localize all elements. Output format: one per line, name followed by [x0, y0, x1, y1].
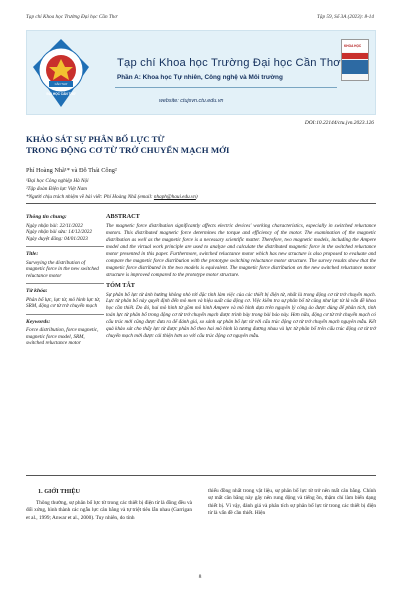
revised-date: Ngày nhận bài sửa: 14/12/2022	[26, 229, 92, 235]
logo-ring-text: ĐẠI HỌC CẦN THƠ	[46, 92, 76, 96]
keywords-en-block	[26, 319, 104, 347]
received-date: Ngày nhận bài: 22/11/2022	[26, 222, 83, 229]
keywords-en-heading: Keywords:	[26, 318, 51, 325]
running-head-right: Tập 59, Số 3A (2023): 8-14	[317, 14, 374, 20]
article-info-heading: Thông tin chung:	[26, 214, 67, 220]
article-info-column	[26, 214, 104, 347]
journal-logo-icon	[29, 37, 93, 109]
abstract-column	[106, 214, 376, 340]
corresponding-prefix: *Người chịu trách nhiệm về bài viết: Phí Hoàng Nhã (email:	[26, 194, 154, 200]
page-number: 8	[198, 574, 202, 580]
info-divider	[26, 246, 104, 247]
corresponding-email[interactable]: nhaph@haui.edu.vn	[153, 194, 196, 200]
banner-divider	[115, 87, 337, 88]
corresponding-author	[26, 194, 198, 200]
keywords-vn-block	[26, 288, 104, 310]
corresponding-suffix: )	[195, 194, 198, 200]
english-title-block	[26, 251, 104, 279]
accepted-date: Ngày duyệt đăng: 04/01/2023	[26, 235, 88, 242]
header-divider	[26, 203, 376, 204]
introduction-text-right: thiếu đồng nhất trong vật liệu, sự phân bố lực từ trở nên mất cân bằng. Chính sự mất cân bằng này gây nên rung động và tiếng ồn, thậm chí làm biến dạng thiết bị. Vì vậy, đánh giá và phân tích sự phân bố lực từ trong các thiết bị điện từ là vấn đề cần thiết. Hiện	[208, 488, 376, 517]
journal-banner	[26, 30, 376, 115]
introduction-text-left: Thông thường, sự phân bố lực từ trong các thiết bị điện từ là đồng đều và đối xứng, hình thành các ngẫu lực cân bằng và tự triệt tiêu lẫn nhau (Garrigan et al., 1999; Anwar et al., 2000). Tuy nhiên, do tính	[26, 500, 192, 521]
authors: Phí Hoàng Nhã¹* và Đỗ Thái Công²	[26, 167, 117, 174]
doi: DOI:10.22144/ctu.jvn.2023.126	[304, 120, 374, 126]
logo-center-text: CẦN THƠ	[54, 82, 68, 86]
running-head	[26, 14, 374, 24]
abstract-text: The magnetic force distribution significantly affects electric devices' working characteristics, especially in switched reluctance motors. This distributed magnetic force determines the torque and efficiency of the motor. The examination of the magnetic distribution as well as the magnetic force is a necessary scientific matter. Therefore, two magnetic models, including the Ampere model and the virtual work principle are used to analyze and calculate the distributed magnetic force in the switched reluctance motor presented in this paper. Furthermore, switched reluctance motor which has new structure is also proposed to evaluate and compare the magnetic force distribution with the prototype switching reluctance motor structure. The survey results show that the magnetic force distributed in the two models is equivalent. The magnetic force distribution on the new switched reluctance motor structure is improved compared to the prototype motor structure.	[106, 222, 376, 278]
info-divider	[26, 283, 104, 284]
journal-section: Phần A: Khoa học Tự nhiên, Công nghệ và Môi trường	[117, 74, 283, 81]
title-line-1: KHẢO SÁT SỰ PHÂN BỐ LỰC TỪ	[26, 134, 165, 144]
affiliation-2: ²Tập đoàn Điện lực Việt Nam	[26, 186, 87, 192]
keywords-vn-text: Phân bố lực, lực từ, mô hình lực từ, SRM, động cơ từ trở chuyển mạch	[26, 296, 101, 309]
keywords-en-text: Force distribution, force magnetic, magnetic force model, SRM, switched reluctance motor	[26, 327, 99, 346]
banner-text	[97, 31, 345, 116]
journal-website: website: ctujsvn.ctu.edu.vn	[159, 98, 224, 104]
tom-tat-text: Sự phân bố lực từ ảnh hưởng không nhỏ tới đặc tính làm việc của các thiết bị điện từ, nhất là trong động cơ từ trở chuyển mạch. Lực từ phân bố này quyết định đến mô men và hiệu suất của động cơ. Việc kiểm tra sự phân bố từ cũng như lực từ là vấn đề khoa học cần thiết. Do đó, hai mô hình từ gồm mô hình Ampere và mô hình dựa trên nguyên lý công ảo được dùng để phân tích, tính toán lực từ phân bố trong động cơ từ trở chuyển mạch được trình bày trong bài báo này. Hơn nữa, động cơ từ trở chuyển mạch có cấu trúc mới cũng được đưa ra để đánh giá, so sánh sự phân bố lực từ với cấu trúc động cơ từ trở chuyển mạch nguyên mẫu. Kết quả khảo sát cho thấy lực từ được phân bố theo hai mô hình là tương đương nhau và lực từ phân bố trên cấu trúc động cơ từ trở chuyển mạch mới được cải thiện hơn so với cấu trúc động cơ nguyên mẫu.	[106, 291, 376, 340]
article-title	[26, 134, 376, 156]
introduction-heading: 1. GIỚI THIỆU	[38, 488, 81, 495]
journal-cover-thumbnail	[341, 39, 369, 81]
english-title-text: Surveying the distribution of magnetic force in the new switched reluctance motor	[26, 259, 99, 279]
tom-tat-heading: TÓM TẮT	[106, 281, 135, 289]
info-divider	[26, 314, 104, 315]
running-head-left: Tạp chí Khoa học Trường Đại học Cần Thơ	[26, 14, 118, 20]
affiliation-1: ¹Đại học Công nghiệp Hà Nội	[26, 178, 89, 184]
title-line-2: TRONG ĐỘNG CƠ TỪ TRỞ CHUYỂN MẠCH MỚI	[26, 145, 230, 155]
cover-label: KHOA HỌC	[344, 44, 362, 48]
keywords-vn-heading: Từ khóa:	[26, 288, 48, 294]
abstract-heading: ABSTRACT	[106, 213, 140, 220]
journal-name: Tạp chí Khoa học Trường Đại học Cần Thơ	[117, 57, 341, 69]
abstract-divider	[26, 475, 376, 476]
english-title-heading: Title:	[26, 251, 39, 257]
